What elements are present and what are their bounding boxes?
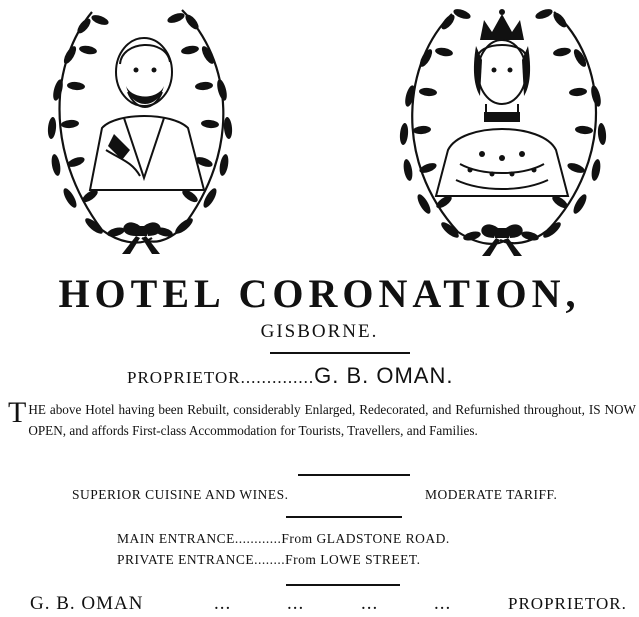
footer-name: G. B. OMAN [30, 593, 144, 614]
footer-role: PROPRIETOR. [508, 594, 627, 613]
proprietor-label: PROPRIETOR [127, 368, 241, 387]
king-edward-wreath-icon [32, 0, 247, 260]
proprietor-line [127, 364, 453, 390]
divider [270, 352, 410, 354]
entrance-main [117, 530, 450, 548]
portrait-left [32, 0, 247, 260]
footer-dots: ... [434, 593, 452, 614]
footer-dots: ... [214, 593, 232, 614]
entrance-private [117, 551, 421, 569]
feature-cuisine: SUPERIOR CUISINE AND WINES. [72, 487, 289, 502]
entrance-label: PRIVATE ENTRANCE [117, 552, 255, 567]
footer-dots: ... [361, 593, 379, 614]
proprietor-dots: .............. [240, 368, 315, 387]
feature-tariff: MODERATE TARIFF. [425, 487, 558, 502]
hotel-title: HOTEL CORONATION, [58, 271, 581, 316]
entrance-dots: ........ [254, 552, 286, 567]
announcement-text: HE above Hotel having been Rebuilt, considerably Enlarged, Redecorated, and Refurnished throughout, IS NOW OPEN, and affords First-class Accommodation for Tourists, Travellers, and Families. [28, 402, 636, 438]
entrance-label: MAIN ENTRANCE [117, 531, 235, 546]
footer-dots: ... [287, 593, 305, 614]
drop-cap: T [8, 396, 27, 429]
divider [298, 474, 410, 476]
announcement-paragraph [8, 396, 636, 441]
entrance-from: From LOWE STREET. [285, 552, 421, 567]
town-name: GISBORNE. [260, 321, 379, 342]
entrance-dots: ............ [234, 531, 282, 546]
portrait-right [382, 0, 622, 260]
proprietor-name: G. B. OMAN. [314, 363, 454, 388]
divider [286, 584, 400, 586]
queen-alexandra-wreath-icon [382, 0, 622, 260]
entrance-from: From GLADSTONE ROAD. [281, 531, 450, 546]
divider [286, 516, 402, 518]
